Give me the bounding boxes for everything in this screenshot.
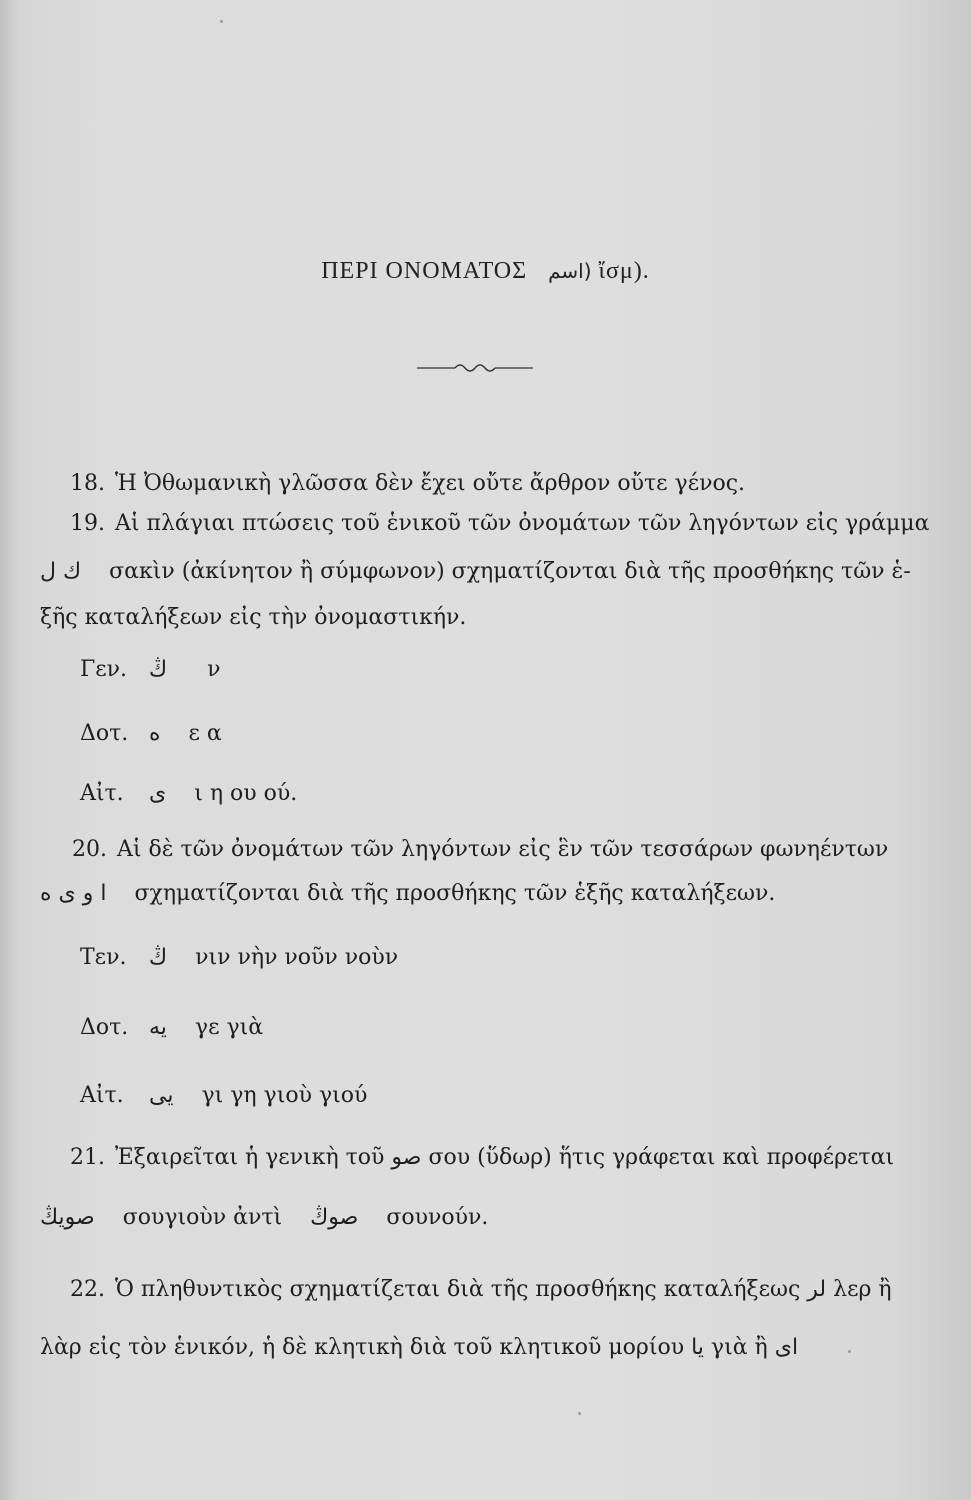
section-text: Αἱ πλάγιαι πτώσεις τοῦ ἑνικοῦ τῶν ὀνομάτων τῶν ληγόντων εἰς γράμμα bbox=[115, 511, 930, 536]
section-text: Ἐξαιρεῖται ἡ γενικὴ τοῦ bbox=[115, 1145, 385, 1170]
case-endings: ε α bbox=[188, 721, 222, 746]
title-text: ΠΕΡΙ ΟΝΟΜΑΤΟΣ bbox=[321, 258, 528, 284]
page-title bbox=[0, 258, 971, 285]
section-text: σχηματίζονται διὰ τῆς προσθήκης τῶν ἑξῆς καταλήξεων. bbox=[134, 881, 776, 906]
title-arabic: (اسم bbox=[548, 259, 593, 283]
section-text: λὰρ εἰς τὸν ἑνικόν, ἡ δὲ κλητικὴ διὰ τοῦ κλητικοῦ μορίου bbox=[40, 1335, 685, 1360]
section-text: Ὁ πληθυντικὸς σχηματίζεται διὰ τῆς προσθήκης καταλήξεως bbox=[115, 1277, 801, 1302]
case-endings: γε γιὰ bbox=[194, 1015, 264, 1040]
paper-speck bbox=[848, 1350, 851, 1353]
section-number: 22. bbox=[70, 1277, 105, 1302]
case-endings: νιν νὴν νοῦν νοὺν bbox=[195, 945, 399, 970]
arabic-ending: ى bbox=[149, 781, 167, 806]
arabic-particle: يا bbox=[691, 1335, 704, 1360]
section-text: Αἱ δὲ τῶν ὀνομάτων τῶν ληγόντων εἰς ἓν τῶν τεσσάρων φωνηέντων bbox=[117, 837, 889, 862]
section-number: 19. bbox=[70, 511, 105, 536]
case-label: Τεν. bbox=[80, 945, 127, 970]
paradigm-row bbox=[80, 720, 222, 748]
arabic-ending: ه bbox=[149, 721, 161, 746]
section-number: 18. bbox=[70, 471, 105, 496]
section-text: σουγιοὺν ἀντὶ bbox=[122, 1205, 283, 1230]
arabic-ending: يه bbox=[149, 1015, 167, 1040]
arabic-letters: ك ل bbox=[40, 559, 82, 584]
arabic-suffix: لر bbox=[807, 1277, 827, 1302]
arabic-letters: ا و ى ه bbox=[40, 881, 107, 906]
paradigm-row bbox=[80, 944, 398, 972]
section-number: 21. bbox=[70, 1145, 105, 1170]
section-text: σακὶν (ἀκίνητον ἢ σύμφωνον) σχηματίζονται διὰ τῆς προσθήκης τῶν ἑ- bbox=[109, 559, 911, 584]
case-label: Αἰτ. bbox=[80, 1083, 124, 1108]
case-label: Δοτ. bbox=[80, 721, 129, 746]
section-text: γιὰ ἢ bbox=[710, 1335, 768, 1360]
case-label: Γεν. bbox=[80, 657, 128, 682]
arabic-ending: ڭ bbox=[149, 945, 168, 970]
case-endings: ν bbox=[207, 657, 221, 682]
paradigm-row bbox=[80, 1014, 263, 1042]
paper-speck bbox=[578, 1412, 581, 1415]
section-number: 20. bbox=[72, 837, 107, 862]
section-22-line-2 bbox=[40, 1334, 798, 1362]
case-label: Δοτ. bbox=[80, 1015, 129, 1040]
section-21-line-2 bbox=[40, 1204, 488, 1232]
case-label: Αἰτ. bbox=[80, 781, 124, 806]
section-text: σου (ὕδωρ) ἥτις γράφεται καὶ προφέρεται bbox=[428, 1145, 895, 1170]
case-endings: ι η ου ού. bbox=[194, 781, 298, 806]
section-19-line-2 bbox=[40, 558, 911, 586]
section-21-line-1 bbox=[70, 1144, 894, 1172]
section-20-line-1 bbox=[72, 836, 888, 864]
paradigm-row bbox=[80, 656, 221, 684]
arabic-particle: ای bbox=[774, 1335, 799, 1360]
section-text: ξῆς καταλήξεων εἰς τὴν ὀνομαστικήν. bbox=[40, 605, 467, 630]
arabic-word: صويڭ bbox=[40, 1205, 95, 1230]
ornament-divider-icon bbox=[415, 360, 535, 376]
section-text: Ἡ Ὀθωμανικὴ γλῶσσα δὲν ἔχει οὔτε ἄρθρον οὔτε γένος. bbox=[115, 471, 746, 496]
section-20-line-2 bbox=[40, 880, 775, 908]
section-22-line-1 bbox=[70, 1276, 892, 1304]
arabic-ending: يى bbox=[149, 1083, 174, 1108]
arabic-ending: ڭ bbox=[149, 657, 168, 682]
paper-speck bbox=[220, 20, 223, 23]
section-19-line-3 bbox=[40, 604, 466, 632]
section-19-line-1 bbox=[70, 510, 929, 538]
section-text: λερ ἢ bbox=[833, 1277, 892, 1302]
paradigm-row bbox=[80, 1082, 367, 1110]
title-translit: ἴσμ). bbox=[598, 258, 650, 284]
section-18 bbox=[70, 470, 745, 498]
section-text: σουνούν. bbox=[386, 1205, 489, 1230]
case-endings: γι γη γιοὺ γιού bbox=[201, 1083, 368, 1108]
arabic-word: صوڭ bbox=[310, 1205, 359, 1230]
arabic-word: صو bbox=[391, 1145, 422, 1170]
paradigm-row bbox=[80, 780, 297, 808]
